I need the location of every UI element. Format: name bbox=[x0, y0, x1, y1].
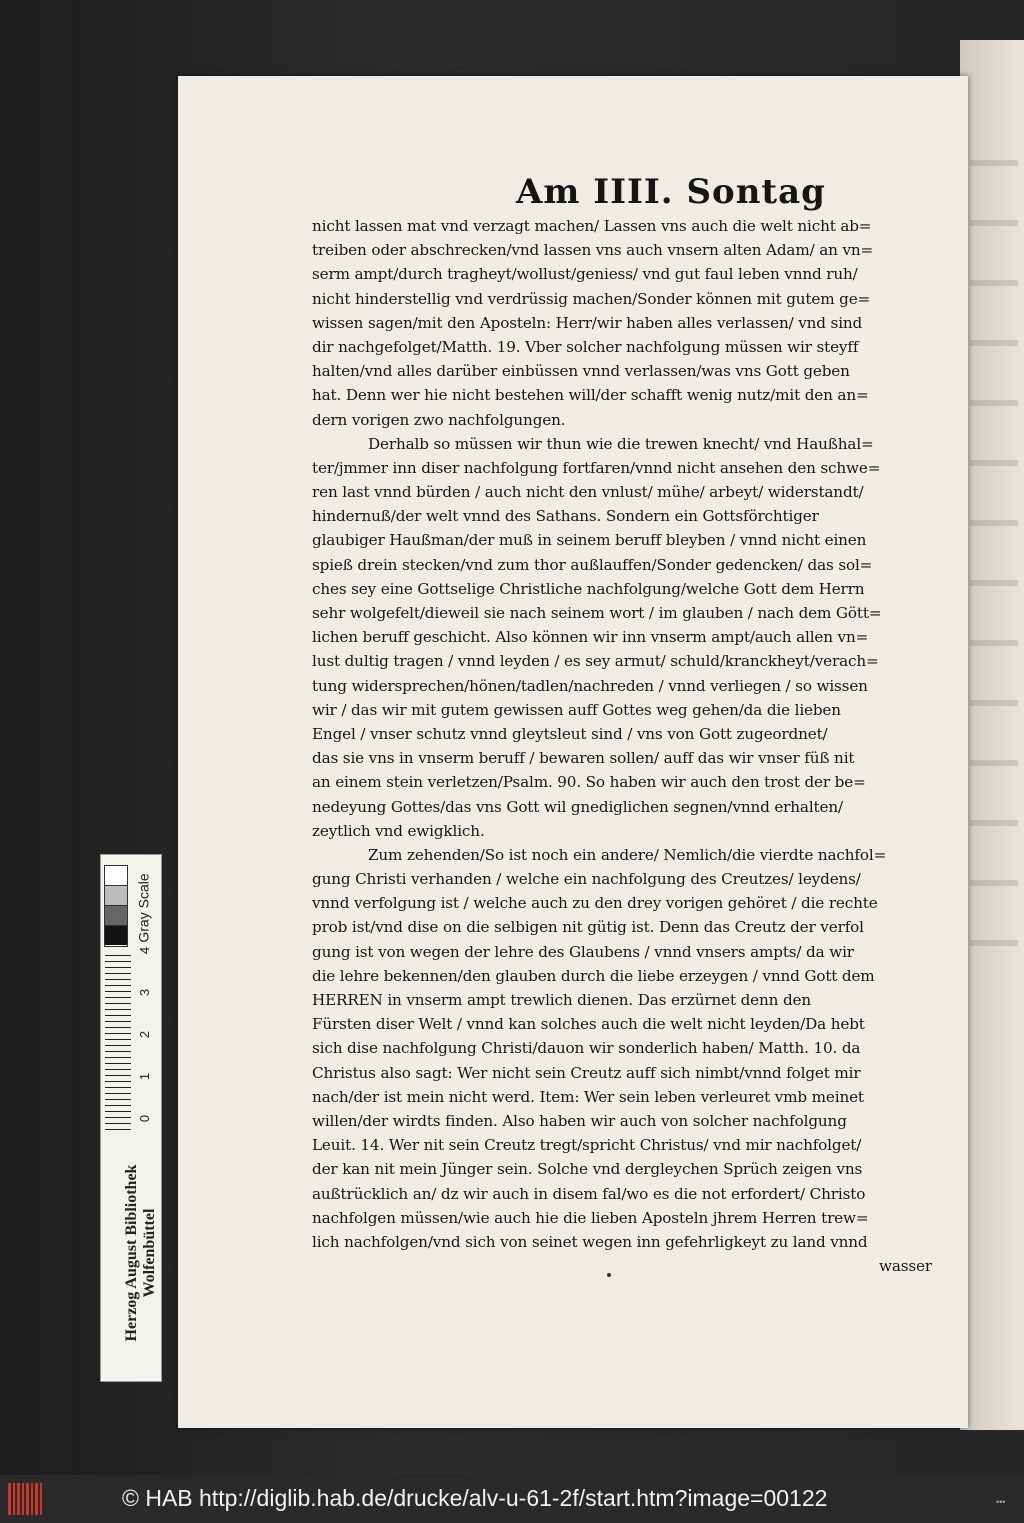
text-line: halten/vnd alles darüber einbüssen vnnd verlassen/was vns Gott geben bbox=[312, 362, 850, 381]
scale-number: 0 bbox=[137, 1114, 153, 1123]
copyright-link[interactable]: © HAB http://diglib.hab.de/drucke/alv-u-61-2f/start.htm?image=00122 bbox=[122, 1485, 828, 1511]
text-line: außtrücklich an/ dz wir auch in disem fal/wo es die not erfordert/ Christo bbox=[312, 1184, 866, 1203]
text-line: an einem stein verletzen/Psalm. 90. So haben wir auch den trost der be= bbox=[312, 773, 866, 792]
text-line: das sie vns in vnserm beruff / bewaren sollen/ auff das wir vnser füß nit bbox=[312, 749, 855, 768]
text-line: nicht lassen mat vnd verzagt machen/ Lassen vns auch die welt nicht ab= bbox=[312, 217, 872, 235]
text-line: ches sey eine Gottselige Christliche nachfolgung/welche Gott dem Herrn bbox=[312, 579, 865, 598]
text-line: zeytlich vnd ewigklich. bbox=[312, 821, 485, 840]
text-line: vnnd verfolgung ist / welche auch zu den drey vorigen gehöret / die rechte bbox=[312, 894, 878, 913]
text-line: lust dultig tragen / vnnd leyden / es sey armut/ schuld/kranckheyt/verach= bbox=[312, 652, 879, 671]
adjacent-page-edge bbox=[960, 40, 1024, 1430]
institution-city: Wolfenbüttel bbox=[141, 1208, 158, 1298]
text-line: die lehre bekennen/den glauben durch die liebe erzeygen / vnnd Gott dem bbox=[312, 966, 875, 985]
text-line: Derhalb so müssen wir thun wie die trewen knecht/ vnd Haußhal= bbox=[368, 434, 874, 453]
text-line: hindernuß/der welt vnnd des Sathans. Sondern ein Gottsförchtiger bbox=[312, 507, 819, 526]
scale-number: 4 bbox=[137, 946, 153, 955]
ink-dot bbox=[607, 1273, 611, 1277]
text-line: nicht hinderstellig vnd verdrüssig machen/Sonder können mit gutem ge= bbox=[312, 289, 871, 308]
footer-marker: ••• bbox=[996, 1497, 1006, 1507]
scale-number: 2 bbox=[137, 1030, 153, 1039]
text-line: hat. Denn wer hie nicht bestehen will/der schafft wenig nutz/mit den an= bbox=[312, 386, 869, 405]
gray-scale-swatch bbox=[104, 865, 128, 947]
text-line: Leuit. 14. Wer nit sein Creutz tregt/spricht Christus/ vnd mir nachfolget/ bbox=[312, 1136, 862, 1155]
text-line: dir nachgefolget/Matth. 19. Vber solcher nachfolgung müssen wir steyff bbox=[312, 337, 859, 356]
text-line: gung ist von wegen der lehre des Glaubens / vnnd vnsers ampts/ da wir bbox=[312, 942, 854, 961]
text-line: tung widersprechen/hönen/tadlen/nachreden / vnnd verliegen / so wissen bbox=[312, 676, 868, 695]
text-line: HERREN in vnserm ampt trewlich dienen. Das erzürnet denn den bbox=[312, 991, 812, 1009]
ruler-institution bbox=[123, 1163, 159, 1343]
footer-bar bbox=[0, 1475, 1024, 1523]
text-line: nachfolgen müssen/wie auch hie die lieben Aposteln jhrem Herren trew= bbox=[312, 1208, 869, 1227]
text-line: nedeyung Gottes/das vns Gott wil gnediglichen segnen/vnnd erhalten/ bbox=[312, 797, 843, 816]
text-line: willen/der wirdts finden. Also haben wir auch von solcher nachfolgung bbox=[312, 1111, 847, 1130]
scale-ruler bbox=[100, 854, 162, 1382]
ruler-ticks bbox=[105, 955, 131, 1135]
text-line: lich nachfolgen/vnd sich von seinet wegen inn gefehrligkeyt zu land vnnd bbox=[312, 1232, 868, 1251]
text-line: dern vorigen zwo nachfolgungen. bbox=[312, 410, 566, 429]
text-line: Christus also sagt: Wer nicht sein Creutz auff sich nimbt/vnnd folget mir bbox=[312, 1063, 861, 1082]
text-line: treiben oder abschrecken/vnd lassen vns auch vnsern alten Adam/ an vn= bbox=[312, 241, 874, 260]
text-line: spieß drein stecken/vnd zum thor außlauffen/Sonder gedencken/ das sol= bbox=[312, 555, 873, 574]
text-line: glaubiger Haußman/der muß in seinem beruff bleyben / vnnd nicht einen bbox=[312, 531, 867, 550]
catchword: wasser bbox=[879, 1257, 932, 1276]
text-line: Zum zehenden/So ist noch ein andere/ Nemlich/die vierdte nachfol= bbox=[368, 845, 887, 864]
gray-scale-label: Gray Scale bbox=[135, 873, 152, 943]
text-line: gung Christi verhanden / welche ein nachfolgung des Creutzes/ leydens/ bbox=[312, 870, 861, 889]
text-line: prob ist/vnd dise on die selbigen nit gütig ist. Denn das Creutz der verfol bbox=[312, 918, 864, 937]
page-text bbox=[312, 214, 932, 1278]
institution-name: Herzog August Bibliothek bbox=[123, 1164, 140, 1342]
text-line: ter/jmmer inn diser nachfolgung fortfaren/vnnd nicht ansehen den schwe= bbox=[312, 458, 881, 477]
text-line: nach/der ist mein nicht werd. Item: Wer sein leben verleuret vmb meinet bbox=[312, 1087, 864, 1106]
scale-number: 1 bbox=[137, 1072, 153, 1081]
text-line: wir / das wir mit gutem gewissen auff Gottes weg gehen/da die lieben bbox=[312, 700, 841, 719]
text-line: Engel / vnser schutz vnnd gleytsleut sind / vns von Gott zugeordnet/ bbox=[312, 724, 828, 743]
text-line: Fürsten diser Welt / vnnd kan solches auch die welt nicht leyden/Da hebt bbox=[312, 1015, 865, 1034]
text-line: ren last vnnd bürden / auch nicht den vnlust/ mühe/ arbeyt/ widerstandt/ bbox=[312, 483, 864, 502]
text-line: serm ampt/durch tragheyt/wollust/geniess/ vnd gut faul leben vnnd ruh/ bbox=[312, 265, 858, 284]
text-line: der kan nit mein Jünger sein. Solche vnd dergleychen Sprüch zeigen vns bbox=[312, 1160, 863, 1179]
hab-logo-icon bbox=[8, 1483, 42, 1515]
text-line: lichen beruff geschicht. Also können wir inn vnserm ampt/auch allen vn= bbox=[312, 628, 869, 647]
page-header: Am IIII. Sontag bbox=[516, 172, 826, 212]
text-line: sehr wolgefelt/dieweil sie nach seinem wort / im glauben / nach dem Gött= bbox=[312, 604, 882, 622]
text-line: wissen sagen/mit den Aposteln: Herr/wir haben alles verlassen/ vnd sind bbox=[312, 313, 863, 332]
text-line: sich dise nachfolgung Christi/dauon wir sonderlich haben/ Matth. 10. da bbox=[312, 1039, 861, 1058]
scale-number: 3 bbox=[137, 988, 153, 997]
book-page bbox=[178, 76, 968, 1428]
